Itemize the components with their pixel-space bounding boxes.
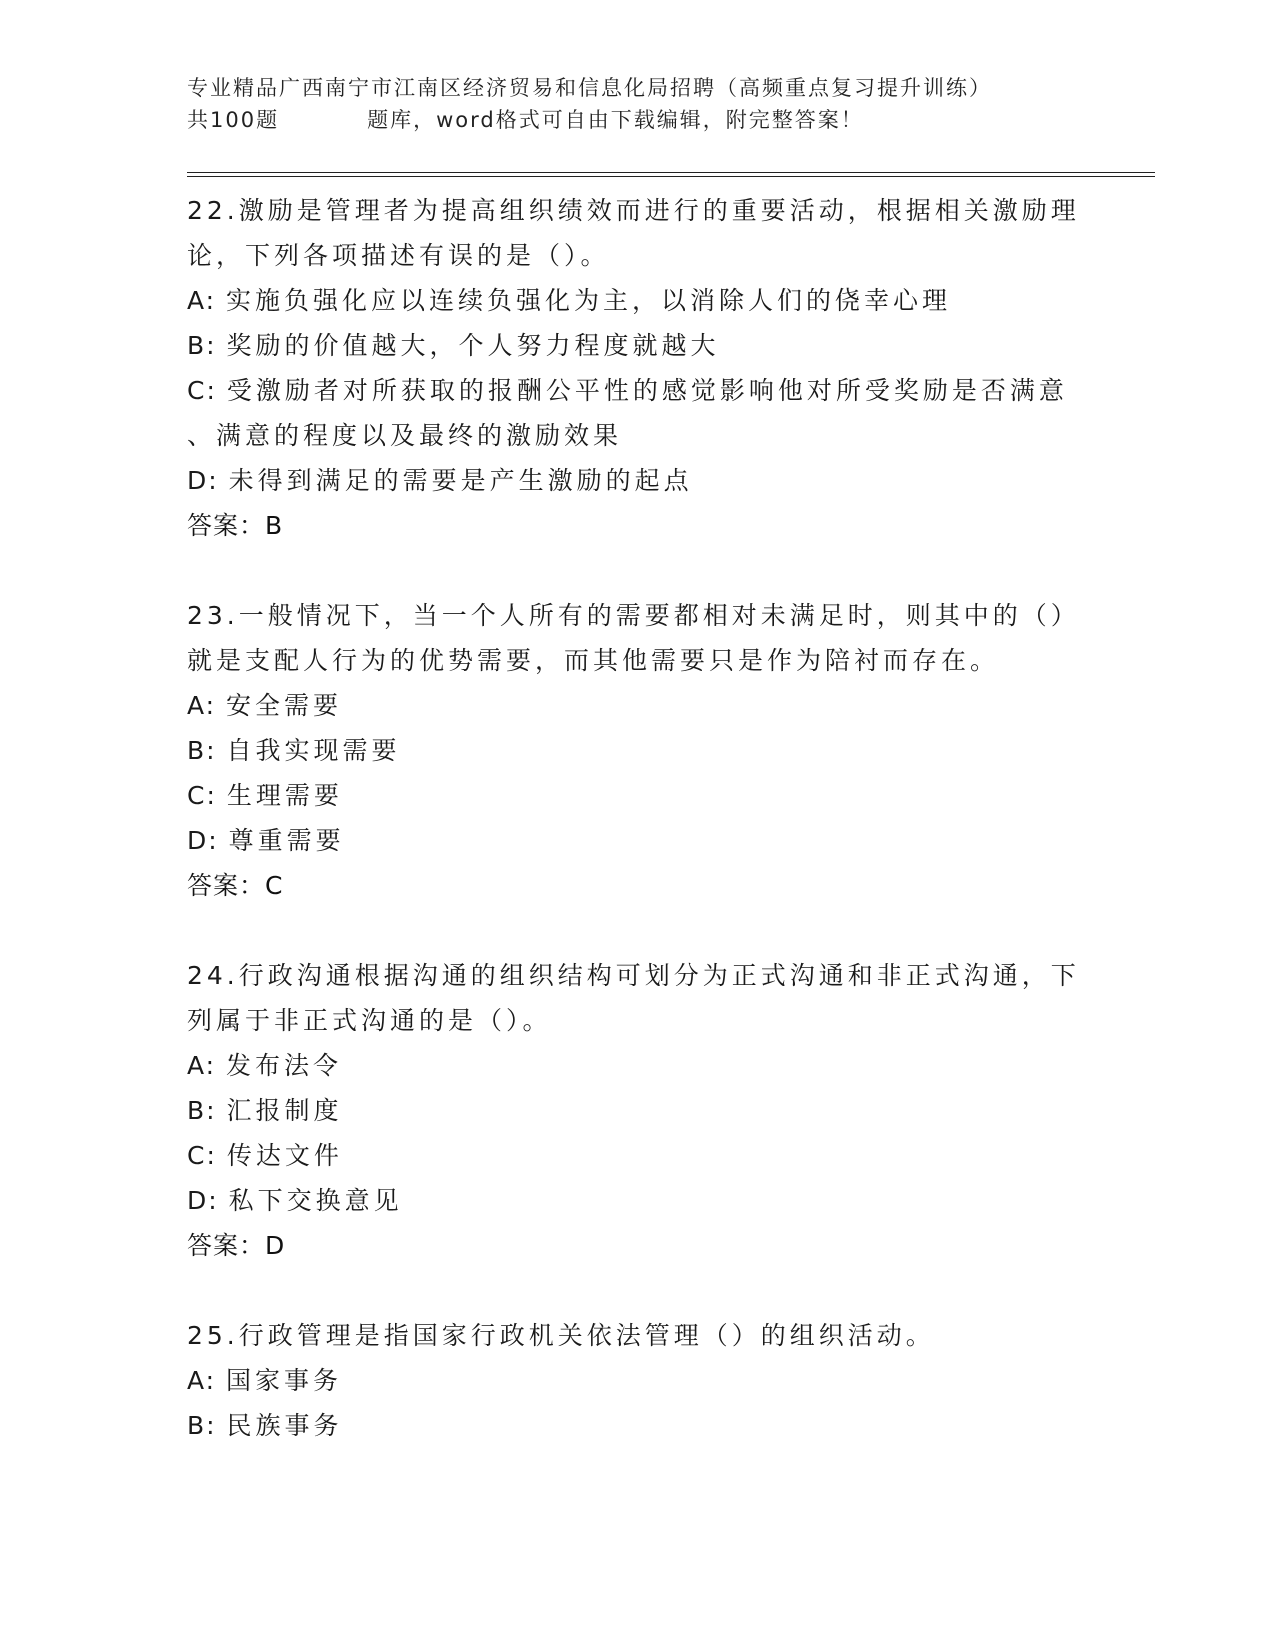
option-label: B:: [187, 331, 227, 360]
option-label: A:: [187, 1366, 227, 1395]
option-text: 生理需要: [226, 781, 343, 810]
option-text: 传达文件: [226, 1141, 343, 1170]
option-line: [187, 1088, 1087, 1133]
option-line: [187, 278, 1087, 323]
option-label: B:: [187, 736, 227, 765]
question-stem-line: 24.行政沟通根据沟通的组织结构可划分为正式沟通和非正式沟通，下: [187, 961, 1080, 990]
option-label: C:: [187, 376, 227, 405]
option-text: 民族事务: [226, 1411, 343, 1440]
option-line: [187, 368, 1087, 413]
option-text: 安全需要: [226, 691, 343, 720]
header-subtitle: [187, 104, 1087, 136]
option-label: D:: [187, 1186, 229, 1215]
option-text: 自我实现需要: [226, 736, 401, 765]
header-question-count: 共100题: [187, 108, 280, 132]
option-line: [187, 1403, 1087, 1448]
question-stem-line: 25.行政管理是指国家行政机关依法管理（）的组织活动。: [187, 1321, 935, 1350]
option-line: [187, 683, 1087, 728]
option-text: 奖励的价值越大，个人努力程度就越大: [226, 331, 720, 360]
option-text: 私下交换意见: [228, 1186, 403, 1215]
option-text: 国家事务: [226, 1366, 343, 1395]
header-description: 题库，word格式可自由下载编辑，附完整答案！: [367, 108, 864, 132]
option-line: [187, 1358, 1087, 1403]
answer-line: 答案：C: [187, 871, 284, 900]
question-stem-line: 23.一般情况下，当一个人所有的需要都相对未满足时，则其中的（）: [187, 601, 1080, 630]
option-label: A:: [187, 286, 227, 315]
option-text: 发布法令: [226, 1051, 343, 1080]
question-block: [187, 1313, 1087, 1448]
option-line: [187, 1178, 1087, 1223]
question-stem-line: 就是支配人行为的优势需要，而其他需要只是作为陪衬而存在。: [187, 646, 1000, 675]
option-text: 汇报制度: [226, 1096, 343, 1125]
question-stem-line: 论，下列各项描述有误的是（）。: [187, 241, 610, 270]
option-text: 、满意的程度以及最终的激励效果: [187, 421, 623, 450]
question-stem-line: 22.激励是管理者为提高组织绩效而进行的重要活动，根据相关激励理: [187, 196, 1080, 225]
option-label: A:: [187, 691, 227, 720]
option-label: B:: [187, 1096, 227, 1125]
question-block: [187, 188, 1087, 548]
header-title: 专业精品广西南宁市江南区经济贸易和信息化局招聘（高频重点复习提升训练）: [187, 76, 992, 100]
header-divider-bottom: [187, 176, 1155, 177]
option-label: C:: [187, 1141, 227, 1170]
question-block: [187, 593, 1087, 908]
answer-line: 答案：B: [187, 511, 284, 540]
header-divider-top: [187, 172, 1155, 173]
option-line: [187, 818, 1087, 863]
option-label: B:: [187, 1411, 227, 1440]
option-label: A:: [187, 1051, 227, 1080]
question-stem-line: 列属于非正式沟通的是（）。: [187, 1006, 552, 1035]
option-text: 尊重需要: [228, 826, 345, 855]
question-block: [187, 953, 1087, 1268]
option-text: 受激励者对所获取的报酬公平性的感觉影响他对所受奖励是否满意: [226, 376, 1068, 405]
option-line: [187, 728, 1087, 773]
option-label: D:: [187, 466, 229, 495]
option-line: [187, 773, 1087, 818]
option-text: 实施负强化应以连续负强化为主，以消除人们的侥幸心理: [226, 286, 952, 315]
option-line: [187, 458, 1087, 503]
question-list: [187, 188, 1087, 1493]
option-line: [187, 1043, 1087, 1088]
option-line: [187, 413, 1087, 458]
answer-line: 答案：D: [187, 1231, 286, 1260]
option-text: 未得到满足的需要是产生激励的起点: [228, 466, 693, 495]
option-line: [187, 1133, 1087, 1178]
document-header: [187, 72, 1087, 136]
option-label: D:: [187, 826, 229, 855]
option-line: [187, 323, 1087, 368]
option-label: C:: [187, 781, 227, 810]
